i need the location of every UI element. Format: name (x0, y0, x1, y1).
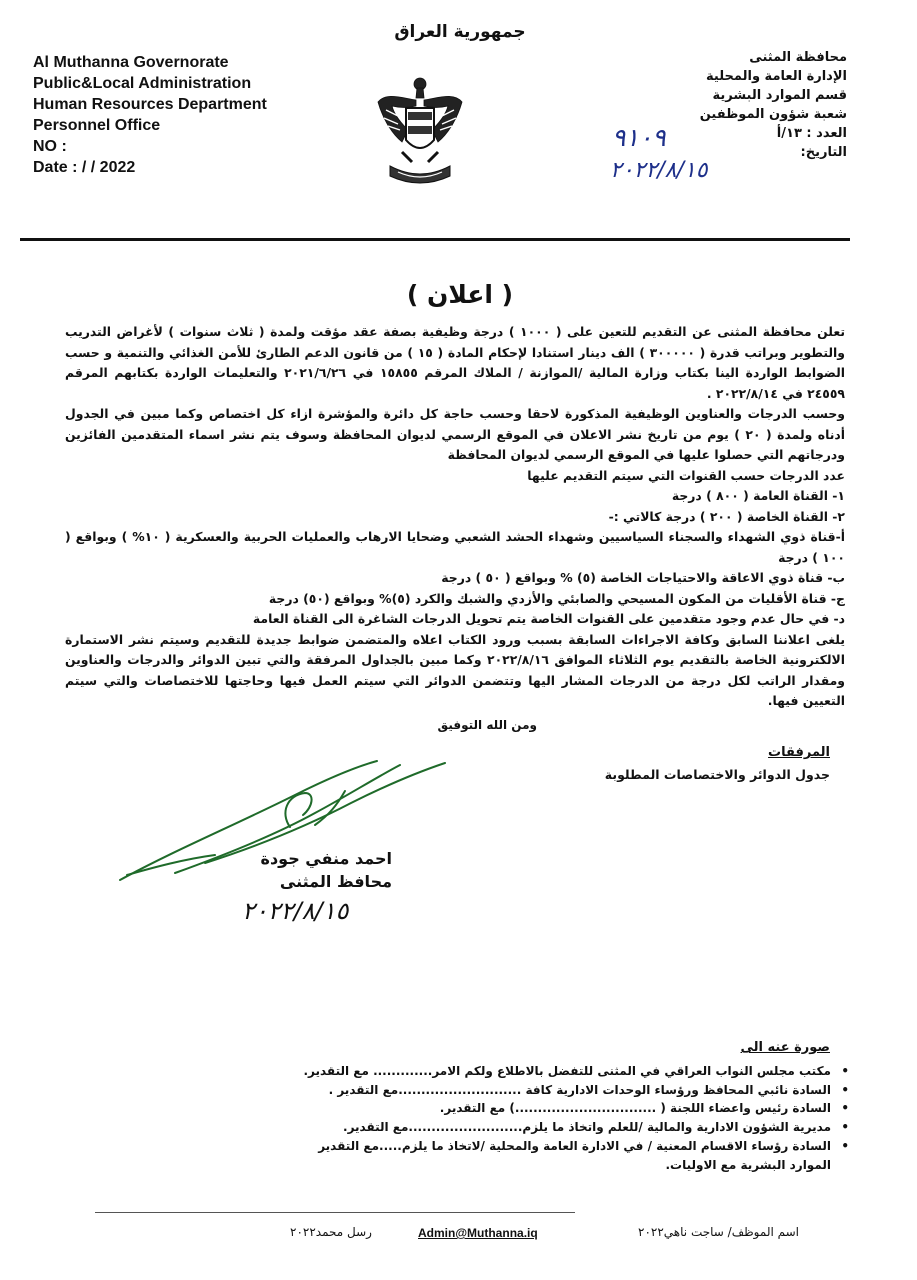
en-number: NO : (33, 138, 67, 155)
body-paragraph-intro: تعلن محافظة المثنى عن التقديم للتعين على ( ١٠٠٠ ) درجة وظيفية بصفة عقد مؤقت ولمدة ( ثلاث سنوات ) لأغراض التدريب والتطوير وبراتب قدرة ( ٣٠٠٠٠٠ ) الف دينار استنادا لإحكام المادة ( ١٥ ) من قانون الدعم الطارئ للأمن الغذائي والتنمية و حسب الضوابط الواردة الينا بكتاب وزارة المالية /الموازنة / الملاك المرقم ١٥٨٥٥ في ٢٠٢١/٦/٢٦ والتعليمات الواردة بكتابهم المرقم ٢٤٥٥٩ في ٢٠٢٢/٨/١٤ . (65, 324, 846, 401)
ar-number: العدد : ١٣/أ (776, 126, 847, 141)
announcement-title: ( اعلان ) (406, 280, 514, 309)
body-channel-martyrs: أ-قناة ذوي الشهداء والسجناء السياسيين وشهداء الحشد الشعبي وضحايا الارهاب والعمليات الحربية والعسكرية ( ١٠% ) وبواقع ( ١٠٠ ) درجة (65, 529, 845, 565)
body-channel-disabilities: ب- قناة ذوي الاعاقة والاحتياجات الخاصة (٥) % وبواقع ( ٥٠ ) درجة (441, 570, 845, 585)
copy-item: • مكتب مجلس النواب العراقي في المثنى للتفضل بالاطلاع ولكم الامر............. مع التقدير. (215, 1062, 855, 1081)
english-letterhead (33, 52, 313, 178)
attachment-item: جدول الدوائر والاختصاصات المطلوبة (604, 767, 830, 782)
ar-hr-department: قسم الموارد البشرية (712, 88, 847, 103)
attachments-label: المرفقات (768, 745, 830, 760)
handwritten-ref-number: ٩١٠٩ (612, 123, 666, 152)
footer-email-link[interactable]: Admin@Muthanna.iq (418, 1226, 538, 1240)
body-channel-special: ٢- القناة الخاصة ( ٢٠٠ ) درجة كالاتي :- (608, 508, 845, 524)
copies-list (215, 1062, 855, 1174)
body-channel-minorities: ج- قناة الأقليات من المكون المسيحي والصابئي والأزدي والشبك والكرد (٥)% وبواقع (٥٠) درجة (268, 590, 845, 606)
en-hr-department: Human Resources Department (33, 96, 267, 113)
body-paragraph-cancellation: يلغى اعلاننا السابق وكافة الاجراءات السابقة بسبب ورود الكتاب اعلاه والمتضمن ضوابط جديدة للتقديم وسيتم نشر الاستمارة الالكترونية الخاصة بالتقديم يوم الثلاثاء الموافق ٢٠٢٢/٨/١٦ وكما مبين بالجداول المرفقة والتي تبين الدوائر والدرجات والعناوين ومقدار الراتب لكل درجة من الدرجات المشار اليها وتتضمن الدوائر التي سيتم العمل فيها وحاجتها للاختصاصات والتي سيتم التعيين فيها. (65, 631, 845, 708)
copy-item: الموارد البشرية مع الاوليات. (665, 1157, 831, 1172)
en-date: Date : / / 2022 (33, 159, 136, 176)
copy-item: • السادة نائبي المحافظ ورؤساء الوحدات الادارية كافة ...........................مع التقدير . (215, 1081, 855, 1100)
signature-handwritten-date: ٢٠٢٢/٨/١٥ (242, 897, 349, 925)
handwritten-ref-date: ٢٠٢٢/٨/١٥ (610, 158, 708, 183)
footer-sent-by: رسل محمد٢٠٢٢ (290, 1225, 372, 1239)
body-channels-heading: عدد الدرجات حسب القنوات التي سيتم التقديم عليها (527, 467, 845, 483)
en-personnel-office: Personnel Office (33, 117, 161, 134)
copies-label: صورة عنه الى (740, 1040, 830, 1055)
en-governorate: Al Muthanna Governorate (33, 54, 229, 71)
announcement-body (65, 322, 845, 712)
copy-item: • السادة رئيس واعضاء اللجنة ( ...............................) مع التقدير. (215, 1099, 855, 1118)
ar-personnel-office: شعبة شؤون الموظفين (699, 107, 847, 122)
ar-date: التاريخ: (800, 145, 847, 160)
iraq-eagle-emblem-icon (372, 70, 468, 190)
signature-block (172, 847, 392, 893)
body-channel-transfer: د- في حال عدم وجود متقدمين على القنوات الخاصة يتم تحويل الدرجات الشاغرة الى القناة العامة (252, 611, 845, 626)
signatory-title: محافظ المثنى (279, 872, 392, 891)
copy-item: • السادة رؤساء الاقسام المعنية / في الادارة العامة والمحلية /لاتخاذ ما يلزم.....مع التقدير (215, 1137, 855, 1156)
footer-employee: اسم الموظف/ ساجت ناهي٢٠٢٢ (638, 1225, 799, 1239)
republic-title: جمهورية العراق (394, 22, 526, 42)
body-channel-general: ١- القناة العامة ( ٨٠٠ ) درجة (671, 488, 845, 503)
header-divider (20, 238, 850, 241)
ar-governorate: محافظة المثنى (749, 50, 847, 65)
en-administration: Public&Local Administration (33, 75, 252, 92)
closing-phrase: ومن الله التوفيق (437, 718, 537, 732)
ar-administration: الإدارة العامة والمحلية (706, 69, 847, 84)
signatory-name: احمد منفي جودة (260, 849, 392, 868)
copy-item: • مديرية الشؤون الادارية والمالية /للعلم واتخاذ ما يلزم.........................مع التقدير. (215, 1118, 855, 1137)
body-paragraph-grades: وحسب الدرجات والعناوين الوظيفية المذكورة لاحقا وحسب حاجة كل دائرة والمؤشرة ازاء كل اختصاص وكما مبين في الجدول أدناه ولمدة ( ٢٠ ) يوم من تاريخ نشر الاعلان في الموقع الرسمي لديوان المحافظة وسوف يتم نشر اسماء المتقدمين الفائزين ودرجاتهم التي حصلوا عليها في الموقع الرسمي لديوان المحافظة (65, 406, 845, 462)
footer-divider (95, 1212, 575, 1213)
